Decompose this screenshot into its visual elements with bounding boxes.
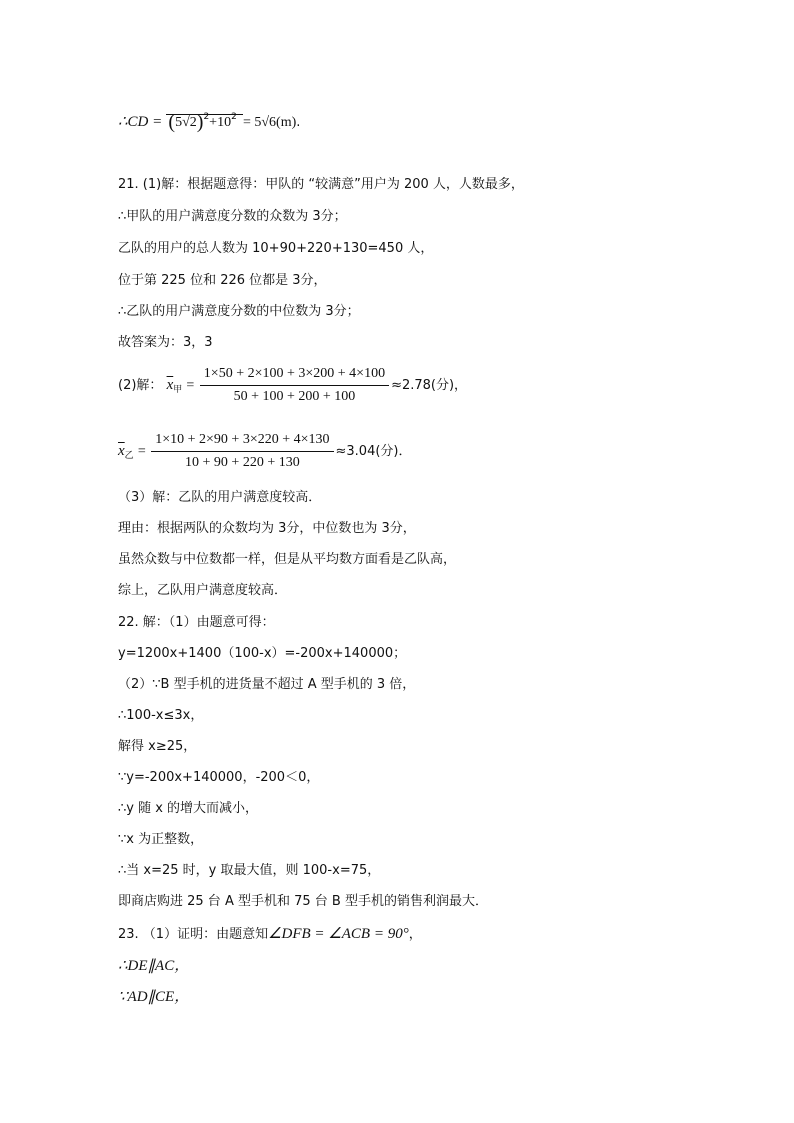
mean-a-numerator: 1×50 + 2×100 + 3×200 + 4×100 — [203, 366, 386, 381]
q23-angle-eq: ∠DFB = ∠ACB = 90° — [268, 926, 409, 942]
cd-inner: 5√2 — [175, 115, 197, 130]
cd-exp2: 2 — [231, 112, 237, 122]
q22-line-2: y=1200x+1400（100-x）=-200x+140000； — [118, 646, 407, 661]
mean-b-equation: $\overline{x}_乙$ = $\frac{1\times 10 + 2\times 90 + 3\times 220 + 4\times 130}{10 + 90 + 220 + 130}$ ≈3.04(分)． — [118, 432, 412, 470]
q22-line-10: 即商店购进 25 台 A 型手机和 75 台 B 型手机的销售利润最大． — [118, 894, 488, 909]
mean-a-sub: 甲 — [173, 385, 183, 395]
q21-line-7: （3）解：乙队的用户满意度较高． — [118, 490, 322, 505]
cd-plus: +10 — [209, 115, 232, 130]
q21-line-3: 乙队的用户的总人数为 10+90+220+130=450 人， — [118, 241, 434, 256]
q22-line-7: ∴y 随 x 的增大而减小， — [118, 801, 259, 816]
mean-a-result: ≈2.78(分)， — [391, 378, 468, 393]
q23-line-1-text: 23. （1）证明：由题意知 — [118, 927, 269, 942]
cd-lhs: ∴CD = — [118, 114, 163, 130]
part2-label: (2)解： — [118, 378, 163, 393]
cd-exp: 2 — [203, 112, 210, 122]
cd-unit: (m) — [276, 115, 297, 130]
q21-line-6: 故答案为：3，3 — [118, 335, 213, 350]
q22-line-3: （2）∵B 型手机的进货量不超过 A 型手机的 3 倍， — [118, 677, 416, 692]
mean-a-equation: (2)解： $\overline{x}_甲$ = $\frac{1\times 50 + 2\times 100 + 3\times 200 + 4\times 100}{50 + 100 + 200 + 100}$ ≈2.78(分)， — [118, 366, 468, 404]
mean-a-symbol: $\overline{x}$ — [166, 377, 174, 393]
mean-b-sub: 乙 — [124, 451, 134, 461]
q22-line-5: 解得 x≥25， — [118, 739, 197, 754]
q23-line-3: ∵AD∥CE， — [118, 989, 190, 1005]
cd-sqrt: $(5√2)^2+10^2$ — [166, 114, 243, 130]
q21-line-9: 虽然众数与中位数都一样，但是从平均数方面看是乙队高， — [118, 552, 457, 567]
cd-rhs: = 5√6 — [242, 115, 277, 130]
mean-b-result: ≈3.04(分)． — [335, 444, 412, 459]
mean-b-fraction — [151, 431, 333, 472]
cd-equation — [118, 108, 300, 132]
mean-a-fraction — [200, 365, 389, 406]
cd-end: . — [296, 115, 301, 130]
q23-line-2: ∴DE∥AC， — [118, 958, 190, 974]
q21-line-2: ∴甲队的用户满意度分数的众数为 3分； — [118, 209, 347, 224]
q23-line-1 — [118, 925, 422, 944]
q22-line-4: ∴100-x≤3x， — [118, 708, 204, 723]
mean-b-symbol: $\overline{x}$ — [118, 443, 125, 459]
q22-line-9: ∴当 x=25 时，y 取最大值，则 100-x=75， — [118, 863, 381, 878]
q21-line-10: 综上，乙队用户满意度较高． — [118, 583, 288, 598]
q23-line-1-end: ， — [408, 927, 422, 942]
q21-line-5: ∴乙队的用户满意度分数的中位数为 3分； — [118, 304, 360, 319]
q21-line-8: 理由：根据两队的众数均为 3分，中位数也为 3分， — [118, 521, 416, 536]
mean-a-denominator: 50 + 100 + 200 + 100 — [200, 385, 389, 406]
mean-b-numerator: 1×10 + 2×90 + 3×220 + 4×130 — [155, 432, 330, 447]
q22-line-8: ∵x 为正整数， — [118, 832, 204, 847]
q21-line-1: 21. (1)解：根据题意得：甲队的 “较满意”用户为 200 人，人数最多， — [118, 177, 524, 192]
q21-line-4: 位于第 225 位和 226 位都是 3分， — [118, 273, 327, 288]
mean-b-denominator: 10 + 90 + 220 + 130 — [151, 451, 333, 472]
q22-line-1: 22. 解：（1）由题意可得： — [118, 615, 275, 630]
q22-line-6: ∵y=-200x+140000，-200＜0， — [118, 770, 320, 785]
